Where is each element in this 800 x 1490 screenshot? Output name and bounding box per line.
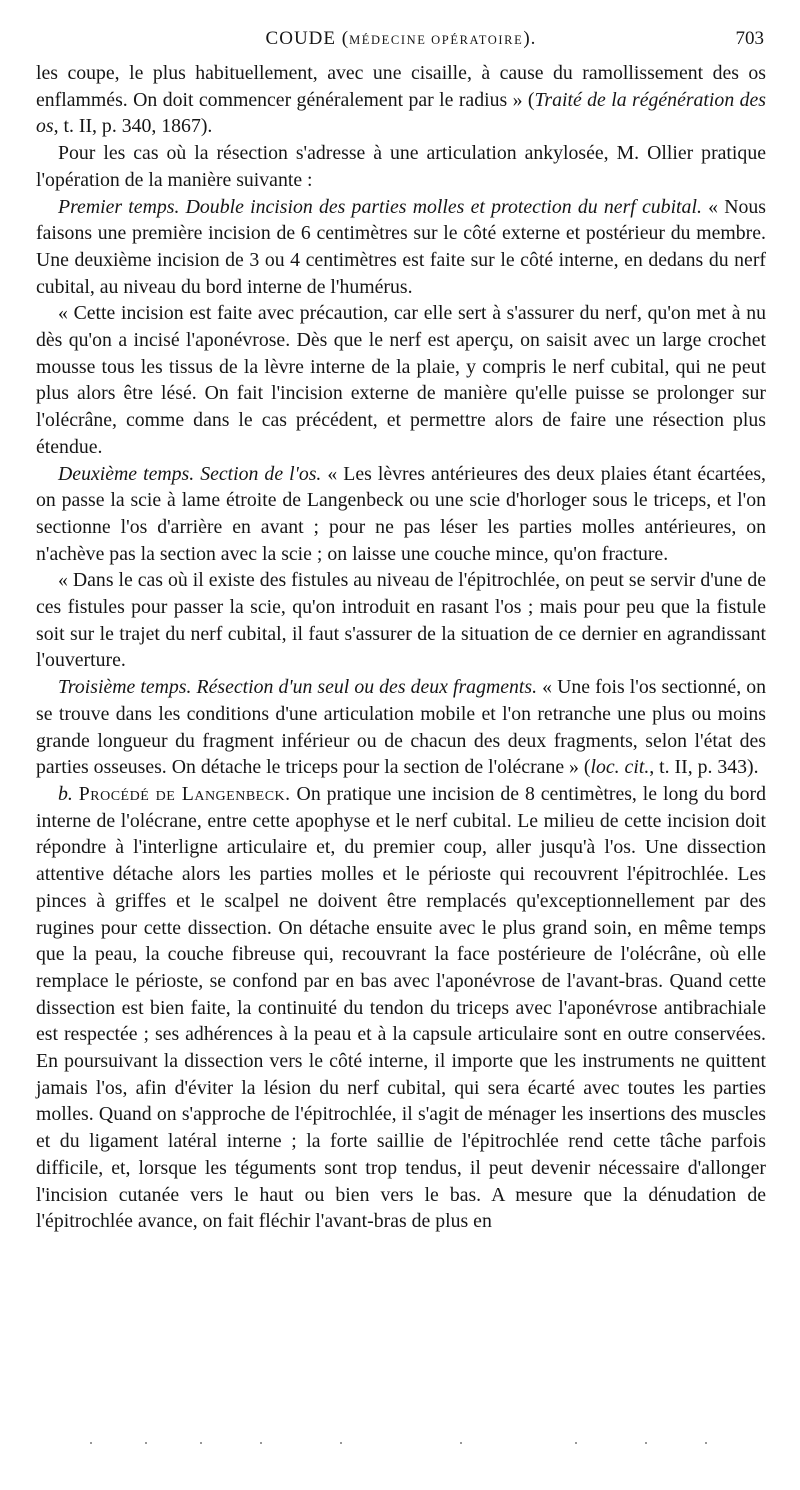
speck	[90, 1442, 92, 1444]
step-heading: Troisième temps. Résection d'un seul ou des deux fragments.	[58, 676, 538, 699]
book-page	[36, 28, 766, 1235]
citation-title: loc. cit.	[590, 756, 650, 779]
section-heading: Procédé de Langenbeck.	[78, 782, 291, 805]
paragraph-text: « Nous faisons une première incision de 6 centimètres sur le côté externe et postérieur du membre. Une deuxième incision de 3 ou 4 centimètres est faite sur le côté interne, en dedans du nerf cubital, au niveau du bord interne de l'humérus.	[36, 195, 766, 298]
step-heading: Premier temps. Double incision des parties molles et protection du nerf cubital.	[58, 195, 702, 218]
page-body	[36, 60, 766, 1235]
speck	[260, 1442, 262, 1444]
running-title-subtitle: MÉDECINE OPÉRATOIRE	[349, 33, 524, 47]
running-title-main: COUDE (	[265, 28, 350, 49]
speck	[575, 1442, 577, 1444]
paragraph-text: les coupe, le plus habituellement, avec une cisaille, à cause du ramollissement des os enflammés. On doit commencer généralement par le radius » (	[36, 62, 766, 111]
speck	[200, 1442, 202, 1444]
step-heading: Deuxième temps. Section de l'os.	[58, 462, 322, 485]
citation-reference: , t. II, p. 343).	[649, 756, 759, 779]
running-title-close: ).	[523, 28, 537, 49]
citation-reference: , t. II, p. 340, 1867).	[53, 115, 213, 138]
paragraph-step-two	[36, 461, 766, 568]
speck	[645, 1442, 647, 1444]
speck	[340, 1442, 342, 1444]
running-title	[36, 28, 766, 50]
running-header	[36, 28, 766, 60]
paragraph-langenbeck	[36, 781, 766, 1235]
paragraph-text: « Une fois l'os sectionné, on se trouve dans les conditions d'une articulation mobile et l'on retranche une plus ou moins grande longueur du fragment inférieur ou de chacun des deux fragments, selon l'état des parties osseuses. On détache le triceps pour la section de l'olécrane » (	[36, 676, 766, 779]
print-specks	[90, 1442, 710, 1452]
page-number: 703	[735, 28, 764, 49]
speck	[705, 1442, 707, 1444]
paragraph-text: « Cette incision est faite avec précaution, car elle sert à s'assurer du nerf, qu'on met à nu dès qu'on a incisé l'aponévrose. Dès que le nerf est aperçu, on saisit avec un large crochet mousse tous les tissus de la lèvre interne de la plaie, y compris le nerf cubital, qui ne peut plus alors être lésé. On fait l'incision externe de manière qu'elle puisse se prolonger sur l'olécrâne, comme dans le cas précédent, et permettre alors de faire une résection plus étendue.	[36, 302, 766, 458]
paragraph-step-one	[36, 194, 766, 301]
paragraph-text: Pour les cas où la résection s'adresse à une articulation ankylosée, M. Ollier pratique l'opération de la manière suivante :	[36, 142, 766, 191]
paragraph-text: « Dans le cas où il existe des fistules au niveau de l'épitrochlée, on peut se servir d'une de ces fistules pour passer la scie, qu'on introduit en rasant l'os ; mais pour peu que la fistule soit sur le trajet du nerf cubital, il faut s'assurer de la situation de ce dernier en agrandissant l'ouverture.	[36, 569, 766, 672]
paragraph	[36, 300, 766, 460]
section-letter: b.	[58, 782, 73, 805]
paragraph-text: On pratique une incision de 8 centimètres, le long du bord interne de l'olécrane, entre cette apophyse et le nerf cubital. Le milieu de cette incision doit répondre à l'interligne articulaire et, du premier coup, aller jusqu'à l'os. Une dissection attentive détache alors les parties molles et le périoste qui recouvrent l'épitrochlée. Les pinces à griffes et le scalpel ne doivent être remplacés qu'exceptionnellement par des rugines pour cette dissection. On détache ensuite avec le plus grand soin, en même temps que la peau, la couche fibreuse qui, recouvrant la face postérieure de l'olécrâne, où elle remplace le périoste, se confond par en bas avec l'aponévrose de l'avant-bras. Quand cette dissection est bien faite, la continuité du tendon du triceps avec l'aponévrose antibrachiale est respectée ; ses adhérences à la peau et à la capsule articulaire sont en outre conservées. En poursuivant la dissection vers le côté interne, il importe que les instruments ne quittent jamais l'os, afin d'éviter la lésion du nerf cubital, qui sera écarté avec toutes les parties molles. Quand on s'approche de l'épitrochlée, il s'agit de ménager les insertions des muscles et du ligament latéral interne ; la forte saillie de l'épitrochlée rend cette tâche parfois difficile, et, lorsque les téguments sont trop tendus, il peut devenir nécessaire d'allonger l'incision cutanée vers le haut ou bien vers le bas. A mesure que la dénudation de l'épitrochlée avance, on fait fléchir l'avant-bras de plus en	[36, 782, 767, 1233]
speck	[460, 1442, 462, 1444]
paragraph-text: « Les lèvres antérieures des deux plaies étant écartées, on passe la scie à lame étroite de Langenbeck ou une scie d'horloger sous le triceps, et l'on sectionne l'os d'arrière en avant ; pour ne pas léser les parties molles antérieures, on n'achève pas la section avec la scie ; on laisse une couche mince, qu'on fracture.	[36, 462, 766, 565]
paragraph	[36, 567, 766, 674]
paragraph-step-three	[36, 674, 766, 781]
citation-title: Traité de la régénération des os	[36, 88, 766, 138]
paragraph	[36, 140, 766, 193]
paragraph-continued	[36, 60, 766, 140]
speck	[145, 1442, 147, 1444]
